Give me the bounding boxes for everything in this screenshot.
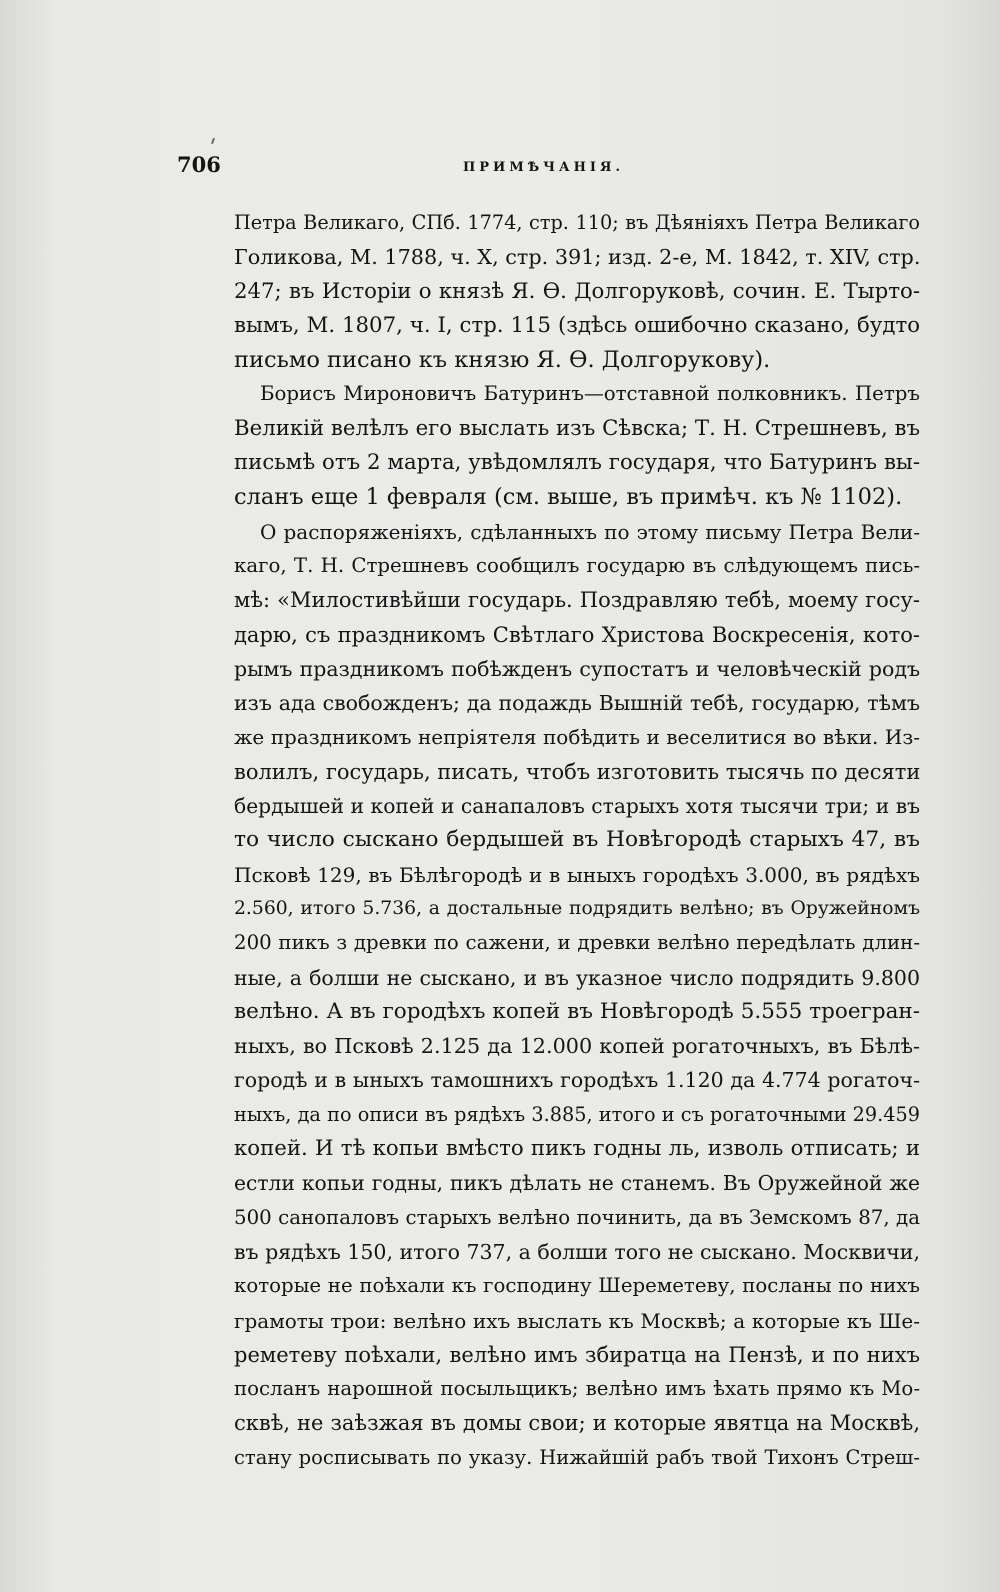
text-line: ныхъ, во Псковѣ 2.125 да 12.000 копей рогаточныхъ, въ Бѣлѣ- — [234, 1034, 920, 1059]
text-line: въ рядѣхъ 150, итого 737, а болши того не сыскано. Москвичи, — [234, 1239, 920, 1264]
text-line: Голикова, М. 1788, ч. X, стр. 391; изд. 2-е, М. 1842, т. XIV, стр. — [234, 245, 921, 270]
text-line: Борисъ Мироновичъ Батуринъ—отставной полковникъ. Петръ — [260, 382, 920, 406]
text-line: 247; въ Исторіи о князѣ Я. Ѳ. Долгоруковѣ, сочин. Е. Тырто- — [234, 278, 920, 304]
text-line: вымъ, М. 1807, ч. I, стр. 115 (здѣсь ошибочно сказано, будто — [234, 312, 920, 338]
text-line: посланъ нарошной посыльщикъ; велѣно имъ ѣхать прямо къ Мо- — [234, 1377, 920, 1401]
text-line: сквѣ, не заѣзжая въ домы свои; и которые явятца на Москвѣ, — [234, 1411, 920, 1436]
text-line: городѣ и в ыныхъ тамошнихъ городѣхъ 1.120 да 4.774 рогаточ- — [234, 1068, 920, 1093]
text-line: мѣ: «Милостивѣйши государь. Поздравляю тебѣ, моему госу- — [234, 588, 920, 613]
text-line: дарю, съ праздникомъ Свѣтлаго Христова Воскресенія, кото- — [234, 622, 920, 647]
text-line: то число сыскано бердышей въ Новѣгородѣ старыхъ 47, въ — [234, 827, 920, 853]
text-line: волилъ, государь, писать, чтобъ изготовить тысячь по десяти — [234, 759, 921, 784]
running-title: ПРИМѢЧАНІЯ. — [463, 160, 624, 175]
text-line: письмо писано къ князю Я. Ѳ. Долгорукову). — [234, 347, 771, 374]
text-line: сланъ еще 1 февраля (см. выше, въ примѣч. къ № 1102). — [234, 484, 903, 511]
text-line: копей. И тѣ копьи вмѣсто пикъ годны ль, изволь отписать; и — [234, 1136, 920, 1162]
text-line: 2.560, итого 5.736, а достальные подрядить велѣно; въ Оружейномъ — [234, 897, 920, 919]
text-line: Великій велѣлъ его выслать изъ Сѣвска; Т. Н. Стрешневъ, въ — [234, 415, 920, 441]
text-line: ные, а болши не сыскано, и въ указное число подрядить 9.800 — [234, 965, 920, 990]
text-line: письмѣ отъ 2 марта, увѣдомлялъ государя, что Батуринъ вы- — [234, 450, 920, 476]
text-line: Псковѣ 129, въ Бѣлѣгородѣ и в ыныхъ городѣхъ 3.000, въ рядѣхъ — [234, 862, 920, 887]
text-line: стану росписывать по указу. Нижайшій рабъ твой Тихонъ Стреш- — [234, 1445, 920, 1469]
text-line: рымъ праздникомъ побѣжденъ супостатъ и человѣческій родъ — [234, 656, 920, 681]
text-line: 200 пикъ з древки по сажени, и древки велѣно передѣлать длин- — [234, 931, 920, 955]
text-line: бердышей и копей и санапаловъ старыхъ хотя тысячи три; и въ — [234, 794, 920, 819]
text-line: велѣно. А въ городѣхъ копей въ Новѣгородѣ 5.555 троегран- — [234, 998, 920, 1024]
text-line: изъ ада свобожденъ; да подаждь Вышній тебѣ, государю, тѣмъ — [234, 691, 920, 716]
body-text — [234, 206, 920, 1475]
text-line: О распоряженіяхъ, сдѣланныхъ по этому письму Петра Вели- — [260, 519, 920, 544]
page-number: 706 — [177, 152, 221, 177]
print-speck — [211, 138, 215, 144]
text-line: 500 санопаловъ старыхъ велѣно починить, да въ Земскомъ 87, да — [234, 1205, 920, 1229]
text-line: грамоты трои: велѣно ихъ выслать къ Москвѣ; а которые къ Ше- — [234, 1308, 920, 1333]
text-line: естли копьи годны, пикъ дѣлать не станемъ. Въ Оружейной же — [234, 1171, 920, 1196]
text-line: каго, Т. Н. Стрешневъ сообщилъ государю въ слѣдующемъ пись- — [234, 553, 920, 577]
text-line: которые не поѣхали къ господину Шереметеву, посланы по нихъ — [234, 1274, 920, 1298]
text-line: реметеву поѣхали, велѣно имъ збиратца на Пензѣ, и по нихъ — [234, 1342, 920, 1367]
text-line: ныхъ, да по описи въ рядѣхъ 3.885, итого и съ рогаточными 29.459 — [234, 1102, 920, 1126]
text-line: Петра Великаго, СПб. 1774, стр. 110; въ Дѣяніяхъ Петра Великаго — [234, 211, 920, 234]
text-line: же праздникомъ непріятеля побѣдить и веселитися во вѣки. Из- — [234, 725, 920, 750]
